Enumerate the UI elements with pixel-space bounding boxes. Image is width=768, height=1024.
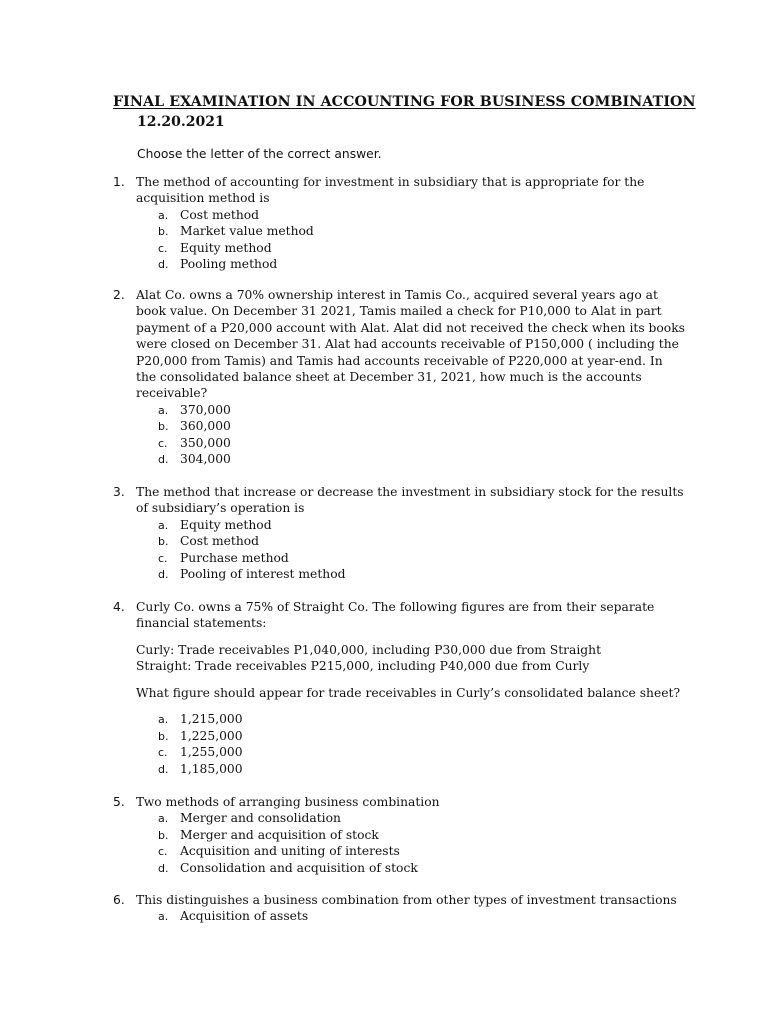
answer-option	[158, 418, 693, 435]
option-text: Cost method	[180, 534, 260, 549]
option-letter: a.	[158, 403, 169, 417]
question-text: The method that increase or decrease the investment in subsidiary stock for the results of subsidiary’s operation is	[136, 485, 684, 516]
answer-option	[158, 908, 693, 925]
option-text: 370,000	[180, 402, 231, 417]
answer-option	[158, 451, 693, 468]
option-text: Pooling method	[180, 257, 278, 272]
option-text: 1,215,000	[180, 712, 243, 727]
answer-option	[158, 827, 693, 844]
option-letter: a.	[158, 910, 169, 924]
answer-option	[158, 402, 693, 419]
question-number: 1.	[113, 175, 125, 189]
option-text: Acquisition of assets	[180, 909, 309, 924]
answer-option	[158, 843, 693, 860]
question-prompt: What figure should appear for trade receivables in Curly’s consolidated balance sheet?	[136, 685, 681, 700]
option-text: 1,225,000	[180, 728, 243, 743]
option-letter: c.	[158, 845, 168, 859]
option-letter: a.	[158, 812, 169, 826]
option-letter: b.	[158, 420, 169, 434]
answer-option	[158, 761, 693, 778]
option-text: Cost method	[180, 207, 260, 222]
option-text: Pooling of interest method	[180, 567, 346, 582]
question-number: 4.	[113, 600, 125, 614]
answer-options	[158, 810, 693, 876]
option-letter: d.	[158, 861, 169, 875]
option-text: Equity method	[180, 517, 272, 532]
option-letter: d.	[158, 453, 169, 467]
question-text: Curly Co. owns a 75% of Straight Co. The following figures are from their separate financial statements:	[136, 600, 655, 631]
question-5	[113, 794, 693, 876]
option-letter: c.	[158, 436, 168, 450]
answer-option	[158, 860, 693, 877]
answer-option	[158, 810, 693, 827]
option-letter: d.	[158, 568, 169, 582]
answer-options	[158, 711, 693, 777]
question-text: This distinguishes a business combination from other types of investment transactions	[136, 893, 677, 907]
answer-option	[158, 223, 693, 240]
question-number: 3.	[113, 485, 125, 499]
question-6	[113, 892, 693, 925]
answer-options	[158, 207, 693, 273]
answer-option	[158, 550, 693, 567]
answer-option	[158, 240, 693, 257]
question-number: 2.	[113, 288, 125, 302]
option-text: Acquisition and uniting of interests	[180, 844, 400, 859]
option-letter: b.	[158, 225, 169, 239]
answer-option	[158, 744, 693, 761]
option-text: Market value method	[180, 224, 314, 239]
answer-option	[158, 435, 693, 452]
question-number: 6.	[113, 893, 125, 907]
option-letter: d.	[158, 258, 169, 272]
exam-title: FINAL EXAMINATION IN ACCOUNTING FOR BUSINESS COMBINATION	[113, 94, 696, 110]
option-letter: c.	[158, 551, 168, 565]
option-letter: a.	[158, 518, 169, 532]
answer-option	[158, 728, 693, 745]
question-text: The method of accounting for investment in subsidiary that is appropriate for the acquisition method is	[136, 175, 645, 206]
exam-instructions: Choose the letter of the correct answer.	[137, 147, 382, 161]
answer-option	[158, 517, 693, 534]
option-text: Merger and consolidation	[180, 811, 341, 826]
question-text: Two methods of arranging business combination	[136, 795, 440, 809]
answer-option	[158, 256, 693, 273]
option-letter: b.	[158, 729, 169, 743]
answer-options	[158, 908, 693, 925]
answer-option	[158, 207, 693, 224]
question-figures: Curly: Trade receivables P1,040,000, including P30,000 due from Straight Straight: Trade receivables P215,000, including P40,000 due from Curly	[136, 642, 602, 674]
option-letter: d.	[158, 762, 169, 776]
option-text: 360,000	[180, 419, 231, 434]
option-text: 1,255,000	[180, 745, 243, 760]
option-text: Purchase method	[180, 550, 289, 565]
answer-option	[158, 533, 693, 550]
option-letter: b.	[158, 535, 169, 549]
question-2	[113, 287, 693, 468]
option-text: 304,000	[180, 452, 231, 467]
option-text: Consolidation and acquisition of stock	[180, 860, 418, 875]
option-text: 350,000	[180, 435, 231, 450]
question-number: 5.	[113, 795, 125, 809]
answer-option	[158, 566, 693, 583]
option-text: 1,185,000	[180, 761, 243, 776]
option-text: Merger and acquisition of stock	[180, 827, 379, 842]
option-letter: c.	[158, 746, 168, 760]
question-4	[113, 599, 693, 777]
option-letter: a.	[158, 713, 169, 727]
answer-option	[158, 711, 693, 728]
option-letter: c.	[158, 241, 168, 255]
option-letter: a.	[158, 208, 169, 222]
question-3	[113, 484, 693, 583]
question-1	[113, 174, 693, 273]
answer-options	[158, 402, 693, 468]
exam-date: 12.20.2021	[137, 114, 225, 130]
question-text: Alat Co. owns a 70% ownership interest in Tamis Co., acquired several years ago at book value. On December 31 2021, Tamis mailed a check for P10,000 to Alat in part payment of a P20,000 account with Alat. Alat did not received the check when its books were closed on December 31. Alat had accounts receivable of P150,000 ( including the P20,000 from Tamis) and Tamis had accounts receivable of P220,000 at year-end. In the consolidated balance sheet at December 31, 2021, how much is the accounts receivable?	[136, 288, 685, 401]
spacer	[113, 701, 693, 711]
option-text: Equity method	[180, 240, 272, 255]
answer-options	[158, 517, 693, 583]
option-letter: b.	[158, 828, 169, 842]
